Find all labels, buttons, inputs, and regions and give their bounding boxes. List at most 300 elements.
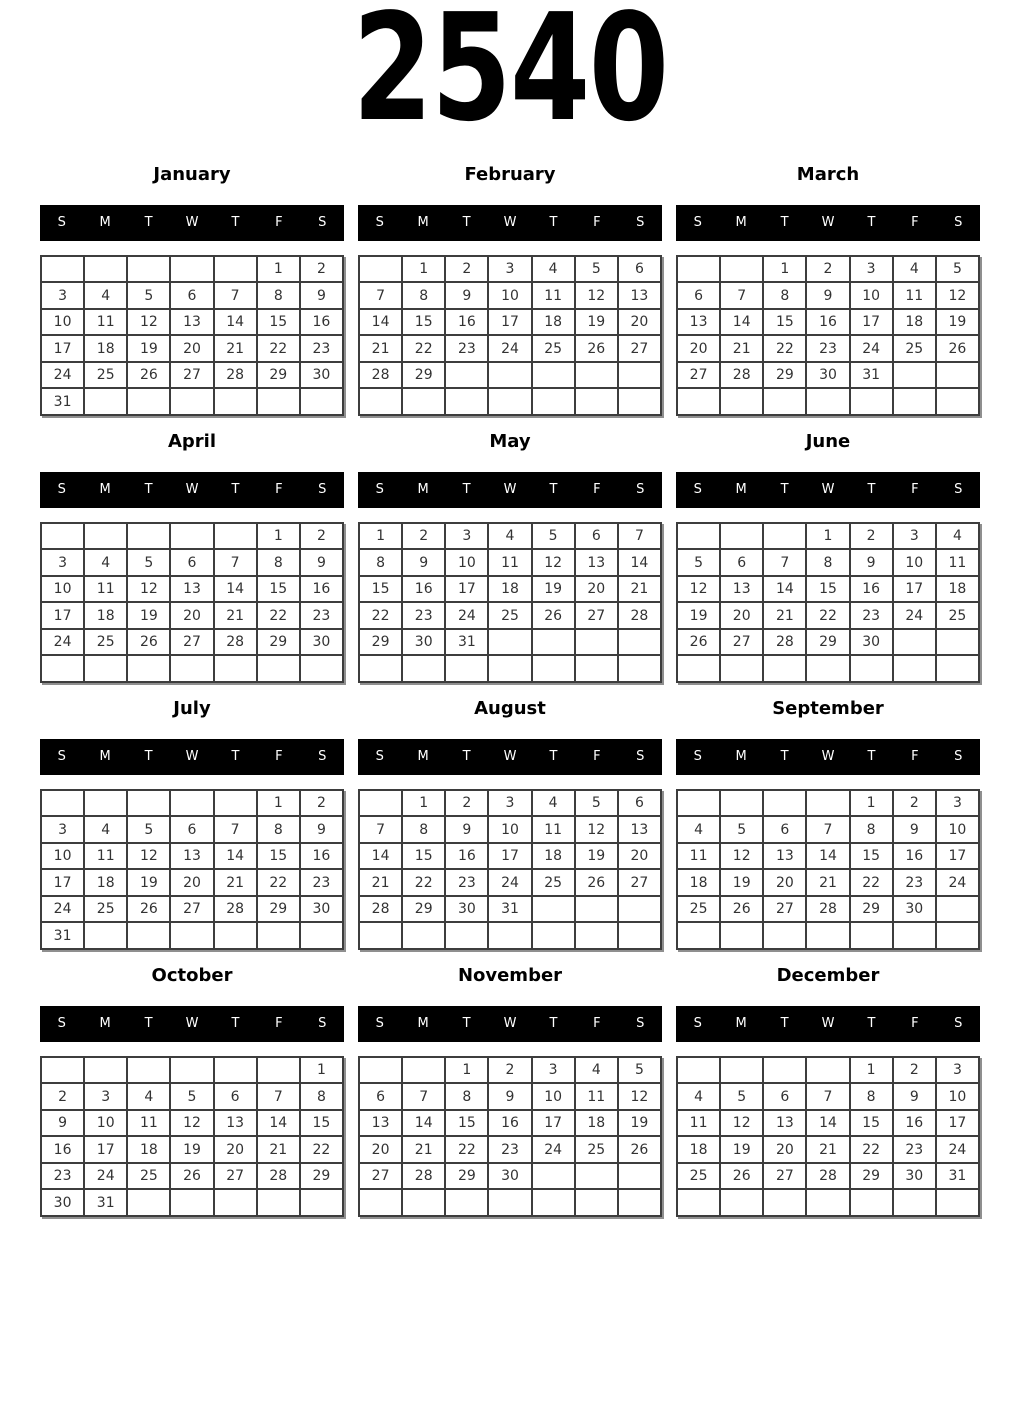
weekday-header-row: [40, 205, 344, 241]
day-cell: 3: [893, 523, 936, 550]
day-cell: 13: [763, 843, 806, 870]
empty-day-cell: [763, 1189, 806, 1216]
day-cell: 18: [936, 576, 979, 603]
day-cell: 11: [532, 282, 575, 309]
weekday-label: S: [693, 1016, 702, 1032]
day-cell: 19: [677, 602, 720, 629]
day-cell: 3: [445, 523, 488, 550]
weekday-label: S: [636, 482, 645, 498]
empty-day-cell: [300, 1189, 343, 1216]
day-cell: 3: [936, 790, 979, 817]
weekday-label: S: [636, 749, 645, 765]
week-row: [41, 282, 343, 309]
week-row: [677, 1136, 979, 1163]
month-title: October: [151, 964, 233, 986]
weekday-label: M: [735, 482, 747, 498]
day-cell: 24: [893, 602, 936, 629]
week-row: [41, 523, 343, 550]
day-cell: 14: [402, 1110, 445, 1137]
day-cell: 28: [214, 896, 257, 923]
day-cell: 29: [300, 1163, 343, 1190]
day-cell: 6: [575, 523, 618, 550]
day-cell: 2: [806, 256, 849, 283]
empty-day-cell: [575, 388, 618, 415]
week-row: [359, 869, 661, 896]
day-cell: 28: [359, 362, 402, 389]
month-block: [676, 965, 980, 1217]
day-cell: 12: [127, 576, 170, 603]
day-cell: 4: [84, 816, 127, 843]
empty-day-cell: [677, 1057, 720, 1084]
week-row: [677, 1163, 979, 1190]
week-row: [359, 388, 661, 415]
empty-day-cell: [618, 388, 661, 415]
weekday-header-row: [40, 472, 344, 508]
weekday-label: M: [417, 1016, 429, 1032]
empty-day-cell: [720, 1189, 763, 1216]
empty-day-cell: [936, 655, 979, 682]
empty-day-cell: [806, 388, 849, 415]
week-row: [677, 523, 979, 550]
empty-day-cell: [488, 1189, 531, 1216]
day-cell: 1: [850, 790, 893, 817]
day-cell: 18: [84, 335, 127, 362]
day-cell: 24: [41, 896, 84, 923]
day-cell: 26: [575, 869, 618, 896]
day-cell: 20: [170, 335, 213, 362]
day-cell: 27: [170, 362, 213, 389]
day-cell: 29: [806, 629, 849, 656]
weekday-label: T: [144, 749, 153, 765]
empty-day-cell: [618, 629, 661, 656]
day-cell: 26: [127, 362, 170, 389]
month-day-grid: [358, 1056, 662, 1217]
empty-day-cell: [257, 1057, 300, 1084]
day-cell: 26: [127, 629, 170, 656]
empty-day-cell: [720, 922, 763, 949]
empty-day-cell: [575, 362, 618, 389]
day-cell: 11: [84, 843, 127, 870]
day-cell: 22: [806, 602, 849, 629]
day-cell: 4: [936, 523, 979, 550]
month-block: [358, 431, 662, 683]
day-cell: 22: [257, 335, 300, 362]
day-cell: 17: [893, 576, 936, 603]
week-row: [359, 309, 661, 336]
weekday-label: F: [275, 482, 283, 498]
day-cell: 5: [532, 523, 575, 550]
empty-day-cell: [575, 896, 618, 923]
weekday-label: S: [693, 482, 702, 498]
week-row: [677, 576, 979, 603]
empty-day-cell: [41, 790, 84, 817]
weekday-label: T: [867, 1016, 876, 1032]
day-cell: 15: [850, 1110, 893, 1137]
empty-day-cell: [532, 922, 575, 949]
empty-day-cell: [488, 362, 531, 389]
day-cell: 22: [850, 1136, 893, 1163]
day-cell: 12: [936, 282, 979, 309]
day-cell: 10: [41, 309, 84, 336]
day-cell: 28: [402, 1163, 445, 1190]
weekday-label: M: [99, 215, 111, 231]
weekday-label: S: [57, 482, 66, 498]
weekday-label: F: [275, 215, 283, 231]
day-cell: 5: [575, 790, 618, 817]
empty-day-cell: [359, 256, 402, 283]
week-row: [677, 843, 979, 870]
empty-day-cell: [893, 629, 936, 656]
empty-day-cell: [257, 655, 300, 682]
day-cell: 17: [936, 1110, 979, 1137]
day-cell: 15: [806, 576, 849, 603]
day-cell: 2: [402, 523, 445, 550]
empty-day-cell: [763, 655, 806, 682]
empty-day-cell: [170, 388, 213, 415]
month-title: April: [167, 430, 217, 452]
day-cell: 13: [763, 1110, 806, 1137]
day-cell: 22: [359, 602, 402, 629]
day-cell: 20: [763, 869, 806, 896]
empty-day-cell: [84, 922, 127, 949]
week-row: [677, 309, 979, 336]
day-cell: 28: [214, 629, 257, 656]
day-cell: 12: [532, 549, 575, 576]
weekday-label: S: [318, 482, 327, 498]
day-cell: 26: [936, 335, 979, 362]
weekday-label: F: [275, 1016, 283, 1032]
month-day-grid: [40, 789, 344, 950]
weekday-label: T: [780, 215, 789, 231]
weekday-label: S: [375, 749, 384, 765]
day-cell: 13: [720, 576, 763, 603]
day-cell: 21: [257, 1136, 300, 1163]
day-cell: 12: [677, 576, 720, 603]
day-cell: 6: [618, 790, 661, 817]
month-title: June: [805, 430, 851, 452]
day-cell: 24: [84, 1163, 127, 1190]
empty-day-cell: [532, 1189, 575, 1216]
day-cell: 23: [488, 1136, 531, 1163]
day-cell: 27: [170, 629, 213, 656]
day-cell: 30: [402, 629, 445, 656]
day-cell: 29: [257, 896, 300, 923]
day-cell: 30: [850, 629, 893, 656]
empty-day-cell: [41, 256, 84, 283]
month-day-grid: [40, 255, 344, 416]
day-cell: 15: [850, 843, 893, 870]
weekday-label: S: [318, 1016, 327, 1032]
day-cell: 11: [84, 576, 127, 603]
day-cell: 27: [618, 335, 661, 362]
day-cell: 2: [893, 790, 936, 817]
day-cell: 7: [359, 816, 402, 843]
day-cell: 14: [214, 843, 257, 870]
day-cell: 1: [763, 256, 806, 283]
day-cell: 16: [402, 576, 445, 603]
weekday-label: W: [503, 1016, 517, 1032]
day-cell: 16: [445, 309, 488, 336]
week-row: [677, 896, 979, 923]
empty-day-cell: [402, 922, 445, 949]
weekday-label: F: [911, 482, 919, 498]
empty-day-cell: [720, 523, 763, 550]
empty-day-cell: [488, 388, 531, 415]
day-cell: 26: [170, 1163, 213, 1190]
week-row: [359, 896, 661, 923]
empty-day-cell: [300, 388, 343, 415]
weekday-label: T: [231, 1016, 240, 1032]
day-cell: 28: [214, 362, 257, 389]
empty-day-cell: [402, 655, 445, 682]
empty-day-cell: [214, 655, 257, 682]
empty-day-cell: [575, 655, 618, 682]
week-row: [359, 335, 661, 362]
day-cell: 27: [763, 896, 806, 923]
empty-day-cell: [850, 922, 893, 949]
weekday-label: T: [549, 215, 558, 231]
day-cell: 14: [359, 309, 402, 336]
day-cell: 25: [84, 362, 127, 389]
week-row: [359, 1057, 661, 1084]
day-cell: 3: [488, 790, 531, 817]
empty-day-cell: [214, 790, 257, 817]
day-cell: 9: [850, 549, 893, 576]
week-row: [677, 335, 979, 362]
day-cell: 20: [214, 1136, 257, 1163]
weekday-label: F: [911, 1016, 919, 1032]
day-cell: 28: [806, 896, 849, 923]
day-cell: 4: [488, 523, 531, 550]
day-cell: 3: [936, 1057, 979, 1084]
week-row: [41, 1136, 343, 1163]
day-cell: 7: [214, 549, 257, 576]
day-cell: 20: [720, 602, 763, 629]
day-cell: 5: [127, 549, 170, 576]
day-cell: 8: [359, 549, 402, 576]
day-cell: 14: [359, 843, 402, 870]
day-cell: 19: [127, 335, 170, 362]
week-row: [677, 922, 979, 949]
day-cell: 15: [445, 1110, 488, 1137]
empty-day-cell: [720, 790, 763, 817]
week-row: [359, 790, 661, 817]
weekday-label: M: [735, 1016, 747, 1032]
day-cell: 23: [893, 869, 936, 896]
day-cell: 22: [763, 335, 806, 362]
day-cell: 16: [850, 576, 893, 603]
day-cell: 3: [84, 1083, 127, 1110]
day-cell: 28: [618, 602, 661, 629]
day-cell: 31: [445, 629, 488, 656]
weekday-label: F: [911, 215, 919, 231]
day-cell: 21: [214, 602, 257, 629]
weekday-label: T: [462, 215, 471, 231]
empty-day-cell: [84, 1057, 127, 1084]
day-cell: 28: [806, 1163, 849, 1190]
week-row: [41, 602, 343, 629]
week-row: [677, 1057, 979, 1084]
week-row: [677, 282, 979, 309]
day-cell: 3: [850, 256, 893, 283]
day-cell: 25: [532, 335, 575, 362]
day-cell: 6: [170, 816, 213, 843]
day-cell: 2: [850, 523, 893, 550]
day-cell: 16: [806, 309, 849, 336]
day-cell: 9: [41, 1110, 84, 1137]
empty-day-cell: [806, 790, 849, 817]
day-cell: 8: [257, 282, 300, 309]
week-row: [41, 655, 343, 682]
day-cell: 10: [41, 576, 84, 603]
empty-day-cell: [677, 388, 720, 415]
day-cell: 18: [127, 1136, 170, 1163]
weekday-label: F: [593, 215, 601, 231]
day-cell: 15: [257, 309, 300, 336]
day-cell: 4: [127, 1083, 170, 1110]
day-cell: 17: [41, 335, 84, 362]
day-cell: 19: [532, 576, 575, 603]
day-cell: 4: [893, 256, 936, 283]
day-cell: 26: [677, 629, 720, 656]
empty-day-cell: [359, 1057, 402, 1084]
month-title: July: [173, 697, 211, 719]
empty-day-cell: [170, 790, 213, 817]
day-cell: 11: [532, 816, 575, 843]
empty-day-cell: [763, 922, 806, 949]
empty-day-cell: [257, 388, 300, 415]
day-cell: 9: [402, 549, 445, 576]
day-cell: 22: [445, 1136, 488, 1163]
day-cell: 19: [575, 309, 618, 336]
month-day-grid: [676, 1056, 980, 1217]
day-cell: 13: [677, 309, 720, 336]
day-cell: 29: [257, 362, 300, 389]
month-title: September: [772, 697, 884, 719]
week-row: [677, 790, 979, 817]
day-cell: 12: [127, 843, 170, 870]
empty-day-cell: [445, 362, 488, 389]
week-row: [41, 576, 343, 603]
day-cell: 22: [402, 335, 445, 362]
day-cell: 14: [806, 1110, 849, 1137]
empty-day-cell: [532, 362, 575, 389]
month-block: [40, 965, 344, 1217]
weekday-label: W: [821, 215, 835, 231]
day-cell: 6: [170, 282, 213, 309]
empty-day-cell: [170, 256, 213, 283]
day-cell: 12: [575, 816, 618, 843]
weekday-label: T: [549, 749, 558, 765]
year-title: 2540: [352, 0, 668, 154]
weekday-label: S: [375, 1016, 384, 1032]
empty-day-cell: [214, 922, 257, 949]
empty-day-cell: [402, 1057, 445, 1084]
day-cell: 11: [677, 843, 720, 870]
empty-day-cell: [575, 629, 618, 656]
day-cell: 5: [575, 256, 618, 283]
day-cell: 22: [402, 869, 445, 896]
week-row: [359, 1110, 661, 1137]
day-cell: 2: [41, 1083, 84, 1110]
day-cell: 19: [170, 1136, 213, 1163]
empty-day-cell: [806, 1057, 849, 1084]
day-cell: 4: [677, 816, 720, 843]
day-cell: 21: [214, 869, 257, 896]
empty-day-cell: [806, 922, 849, 949]
week-row: [41, 896, 343, 923]
week-row: [41, 1110, 343, 1137]
day-cell: 14: [618, 549, 661, 576]
week-row: [677, 1083, 979, 1110]
day-cell: 20: [170, 869, 213, 896]
weekday-label: S: [954, 482, 963, 498]
empty-day-cell: [532, 896, 575, 923]
month-title: November: [457, 964, 563, 986]
month-title: December: [776, 964, 880, 986]
day-cell: 10: [41, 843, 84, 870]
empty-day-cell: [575, 1189, 618, 1216]
week-row: [41, 816, 343, 843]
week-row: [41, 335, 343, 362]
weekday-label: S: [375, 482, 384, 498]
empty-day-cell: [445, 388, 488, 415]
weekday-label: W: [503, 749, 517, 765]
week-row: [359, 1136, 661, 1163]
week-row: [359, 922, 661, 949]
empty-day-cell: [488, 922, 531, 949]
weekday-label: W: [821, 482, 835, 498]
weekday-label: S: [954, 749, 963, 765]
month-block: [358, 698, 662, 950]
day-cell: 1: [359, 523, 402, 550]
day-cell: 31: [41, 922, 84, 949]
day-cell: 29: [257, 629, 300, 656]
weekday-label: T: [867, 749, 876, 765]
empty-day-cell: [359, 1189, 402, 1216]
weekday-header-row: [676, 472, 980, 508]
day-cell: 20: [618, 843, 661, 870]
day-cell: 30: [300, 362, 343, 389]
empty-day-cell: [214, 523, 257, 550]
day-cell: 22: [850, 869, 893, 896]
empty-day-cell: [214, 256, 257, 283]
day-cell: 20: [618, 309, 661, 336]
month-day-grid: [358, 789, 662, 950]
week-row: [41, 256, 343, 283]
empty-day-cell: [850, 388, 893, 415]
empty-day-cell: [532, 655, 575, 682]
day-cell: 3: [41, 549, 84, 576]
day-cell: 19: [720, 1136, 763, 1163]
day-cell: 10: [532, 1083, 575, 1110]
weekday-label: T: [780, 482, 789, 498]
empty-day-cell: [445, 655, 488, 682]
day-cell: 9: [300, 549, 343, 576]
day-cell: 27: [170, 896, 213, 923]
day-cell: 29: [850, 896, 893, 923]
day-cell: 6: [170, 549, 213, 576]
day-cell: 7: [763, 549, 806, 576]
day-cell: 27: [763, 1163, 806, 1190]
day-cell: 7: [618, 523, 661, 550]
weekday-label: T: [231, 749, 240, 765]
week-row: [359, 816, 661, 843]
empty-day-cell: [763, 523, 806, 550]
empty-day-cell: [170, 1189, 213, 1216]
day-cell: 15: [300, 1110, 343, 1137]
weekday-label: W: [503, 482, 517, 498]
